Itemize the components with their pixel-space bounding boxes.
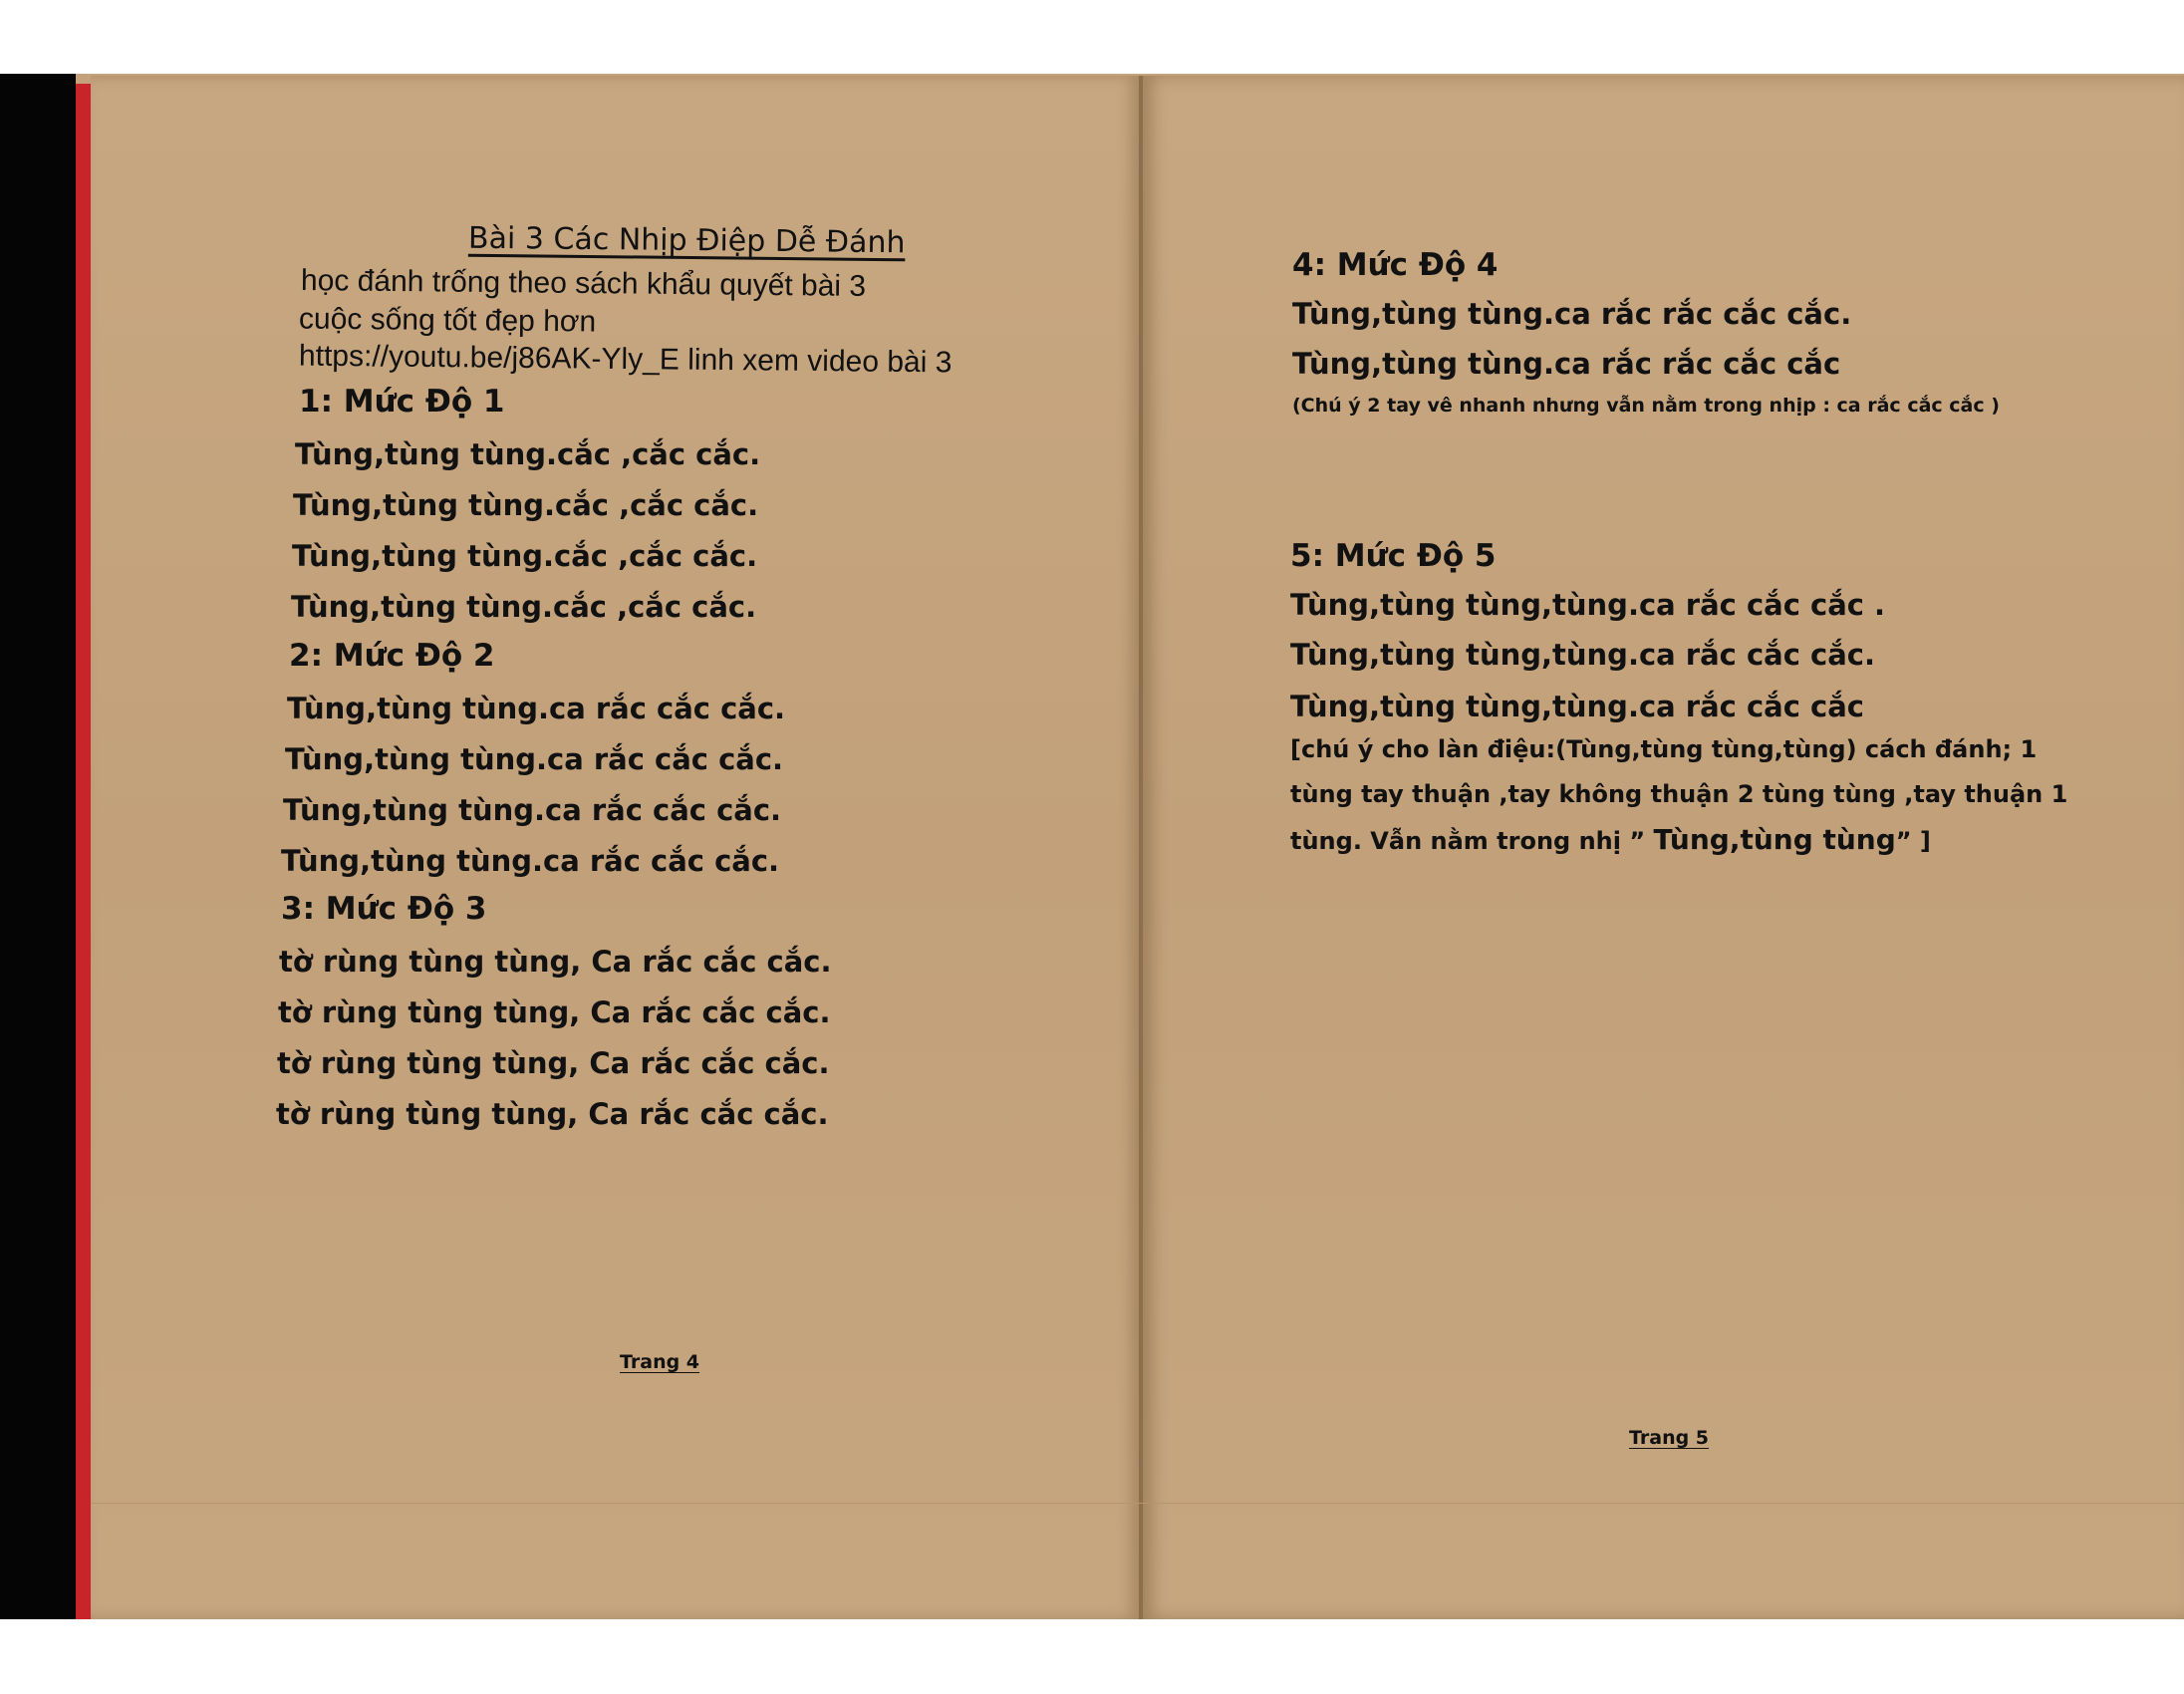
level-5-note-line-1: [chú ý cho làn điệu:(Tùng,tùng tùng,tùng) cách đánh; 1	[1290, 735, 2038, 763]
note-last-suffix: ” ]	[1895, 827, 1931, 855]
page-number-left: Trang 4	[620, 1351, 700, 1373]
level-3-heading: 3: Mức Độ 3	[281, 891, 487, 927]
level-1-line-2: Tùng,tùng tùng.cắc ,cắc cắc.	[293, 488, 759, 522]
level-3-line-4: tờ rùng tùng tùng, Ca rắc cắc cắc.	[276, 1097, 829, 1131]
level-2-line-3: Tùng,tùng tùng.ca rắc cắc cắc.	[283, 793, 782, 827]
lesson-title: Bài 3 Các Nhịp Điệp Dễ Đánh	[467, 220, 906, 261]
book-gutter	[1139, 76, 1143, 1619]
level-2-line-1: Tùng,tùng tùng.ca rắc cắc cắc.	[287, 692, 786, 725]
level-4-line-1: Tùng,tùng tùng.ca rắc rắc cắc cắc.	[1292, 297, 1852, 331]
book-spine-shadow	[0, 74, 76, 1619]
level-1-line-3: Tùng,tùng tùng.cắc ,cắc cắc.	[292, 539, 758, 573]
level-1-line-4: Tùng,tùng tùng.cắc ,cắc cắc.	[291, 590, 757, 624]
level-1-line-1: Tùng,tùng tùng.cắc ,cắc cắc.	[295, 437, 761, 471]
level-5-note-line-3	[1290, 823, 1931, 856]
note-last-emphasis: Tùng,tùng tùng	[1653, 823, 1896, 856]
level-3-line-2: tờ rùng tùng tùng, Ca rắc cắc cắc.	[278, 995, 831, 1029]
video-link[interactable]: https://youtu.be/j86AK-Yly_E linh xem video bài 3	[298, 339, 953, 380]
intro-line-2: cuộc sống tốt đẹp hơn	[298, 302, 597, 339]
level-2-heading: 2: Mức Độ 2	[289, 638, 495, 674]
level-4-line-2: Tùng,tùng tùng.ca rắc rắc cắc cắc	[1292, 347, 1841, 381]
level-2-line-2: Tùng,tùng tùng.ca rắc cắc cắc.	[285, 742, 784, 776]
level-5-line-2: Tùng,tùng tùng,tùng.ca rắc cắc cắc.	[1290, 638, 1875, 672]
level-4-note: (Chú ý 2 tay vê nhanh nhưng vẫn nằm trong nhịp : ca rắc cắc cắc )	[1292, 395, 2000, 417]
level-3-line-1: tờ rùng tùng tùng, Ca rắc cắc cắc.	[279, 945, 832, 979]
page-number-right: Trang 5	[1629, 1427, 1710, 1449]
level-5-heading: 5: Mức Độ 5	[1290, 538, 1497, 574]
level-2-line-4: Tùng,tùng tùng.ca rắc cắc cắc.	[281, 844, 780, 878]
level-5-line-3: Tùng,tùng tùng,tùng.ca rắc cắc cắc	[1290, 690, 1864, 723]
note-last-prefix: tùng. Vẫn nằm trong nhị ”	[1290, 827, 1646, 855]
book-cover-edge	[76, 84, 91, 1619]
level-4-heading: 4: Mức Độ 4	[1292, 247, 1499, 283]
level-5-line-1: Tùng,tùng tùng,tùng.ca rắc cắc cắc .	[1290, 588, 1886, 622]
level-3-line-3: tờ rùng tùng tùng, Ca rắc cắc cắc.	[277, 1046, 830, 1080]
level-1-heading: 1: Mức Độ 1	[299, 384, 505, 420]
level-5-note-line-2: tùng tay thuận ,tay không thuận 2 tùng tùng ,tay thuận 1	[1290, 780, 2068, 808]
intro-line-1: học đánh trống theo sách khẩu quyết bài 3	[300, 264, 867, 303]
page-bottom-edge	[91, 1503, 2184, 1504]
